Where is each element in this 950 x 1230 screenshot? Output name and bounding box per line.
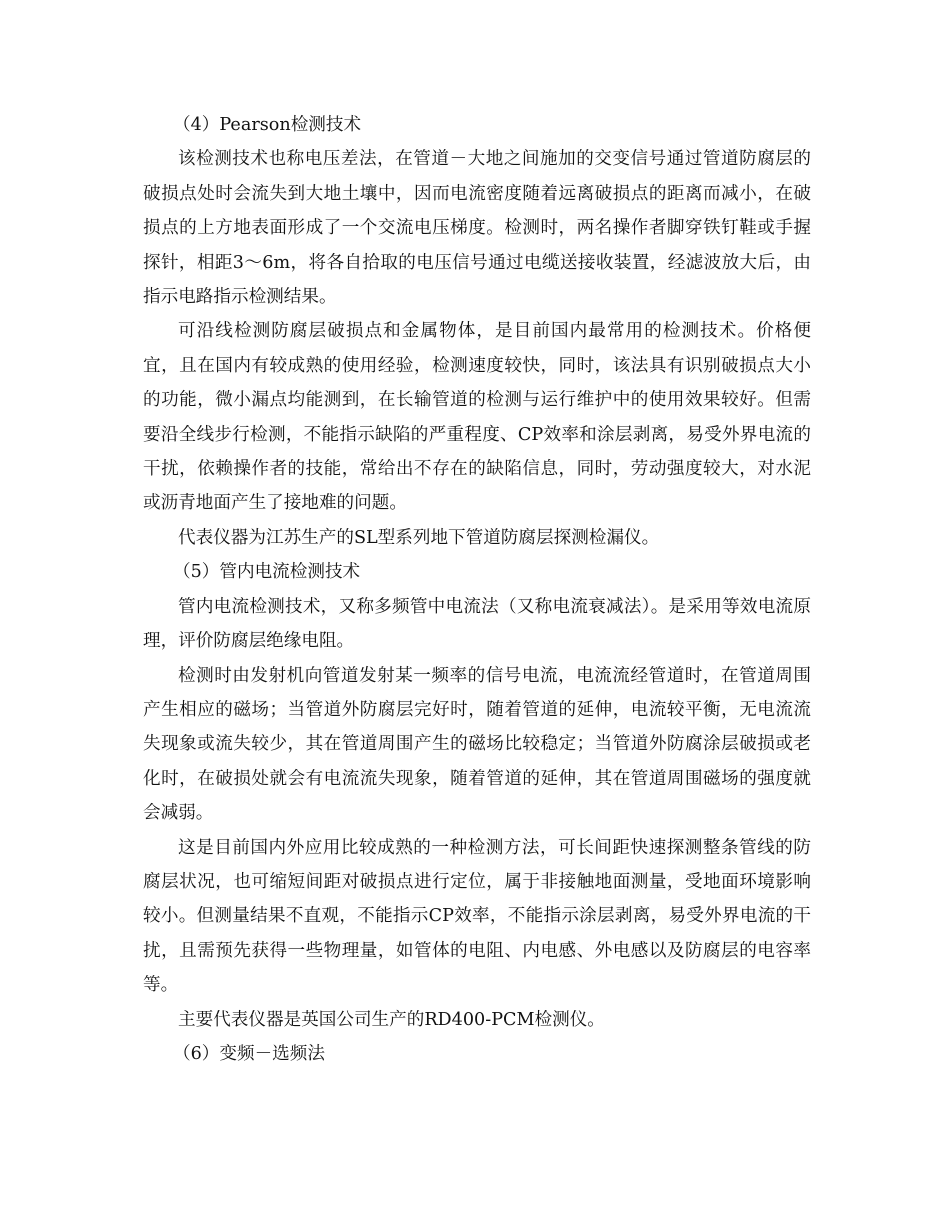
section-heading-pipe-current: （5）管内电流检测技术 — [173, 562, 361, 583]
document-page — [143, 108, 811, 1071]
paragraph: 代表仪器为江苏生产的SL型系列地下管道防腐层探测检漏仪。 — [178, 527, 660, 548]
paragraph: 这是目前国内外应用比较成熟的一种检测方法，可长间距快速探测整条管线的防腐层状况，也可缩短间距对破损点进行定位，属于非接触地面测量，受地面环境影响较小。但测量结果不直观，不能指示CP效率，不能指示涂层剥离，易受外界电流的干扰，且需预先获得一些物理量，如管体的电阻、内电感、外电感以及防腐层的电容率等。 — [143, 837, 811, 996]
paragraph: 检测时由发射机向管道发射某一频率的信号电流，电流流经管道时，在管道周围产生相应的磁场；当管道外防腐层完好时，随着管道的延伸，电流较平衡，无电流流失现象或流失较少，其在管道周围产生的磁场比较稳定；当管道外防腐涂层破损或老化时，在破损处就会有电流流失现象，随着管道的延伸，其在管道周围磁场的强度就会减弱。 — [143, 665, 811, 824]
section-heading-pearson: （4）Pearson检测技术 — [173, 115, 362, 135]
paragraph: 管内电流检测技术，又称多频管中电流法（又称电流衰减法）。是采用等效电流原理，评价防腐层绝缘电阻。 — [143, 596, 811, 652]
section-heading-frequency-selection: （6）变频－选频法 — [173, 1043, 325, 1064]
paragraph: 主要代表仪器是英国公司生产的RD400-PCM检测仪。 — [178, 1009, 605, 1030]
paragraph: 可沿线检测防腐层破损点和金属物体，是目前国内最常用的检测技术。价格便宜，且在国内有较成熟的使用经验，检测速度较快，同时，该法具有识别破损点大小的功能，微小漏点均能测到，在长输管道的检测与运行维护中的使用效果较好。但需要沿全线步行检测，不能指示缺陷的严重程度、CP效率和涂层剥离，易受外界电流的干扰，依赖操作者的技能，常给出不存在的缺陷信息，同时，劳动强度较大，对水泥或沥青地面产生了接地难的问题。 — [143, 321, 811, 514]
paragraph: 该检测技术也称电压差法，在管道－大地之间施加的交变信号通过管道防腐层的破损点处时会流失到大地土壤中，因而电流密度随着远离破损点的距离而减小，在破损点的上方地表面形成了一个交流电压梯度。检测时，两名操作者脚穿铁钉鞋或手握探针，相距3～6m，将各自拾取的电压信号通过电缆送接收装置，经滤波放大后，由指示电路指示检测结果。 — [143, 149, 811, 308]
